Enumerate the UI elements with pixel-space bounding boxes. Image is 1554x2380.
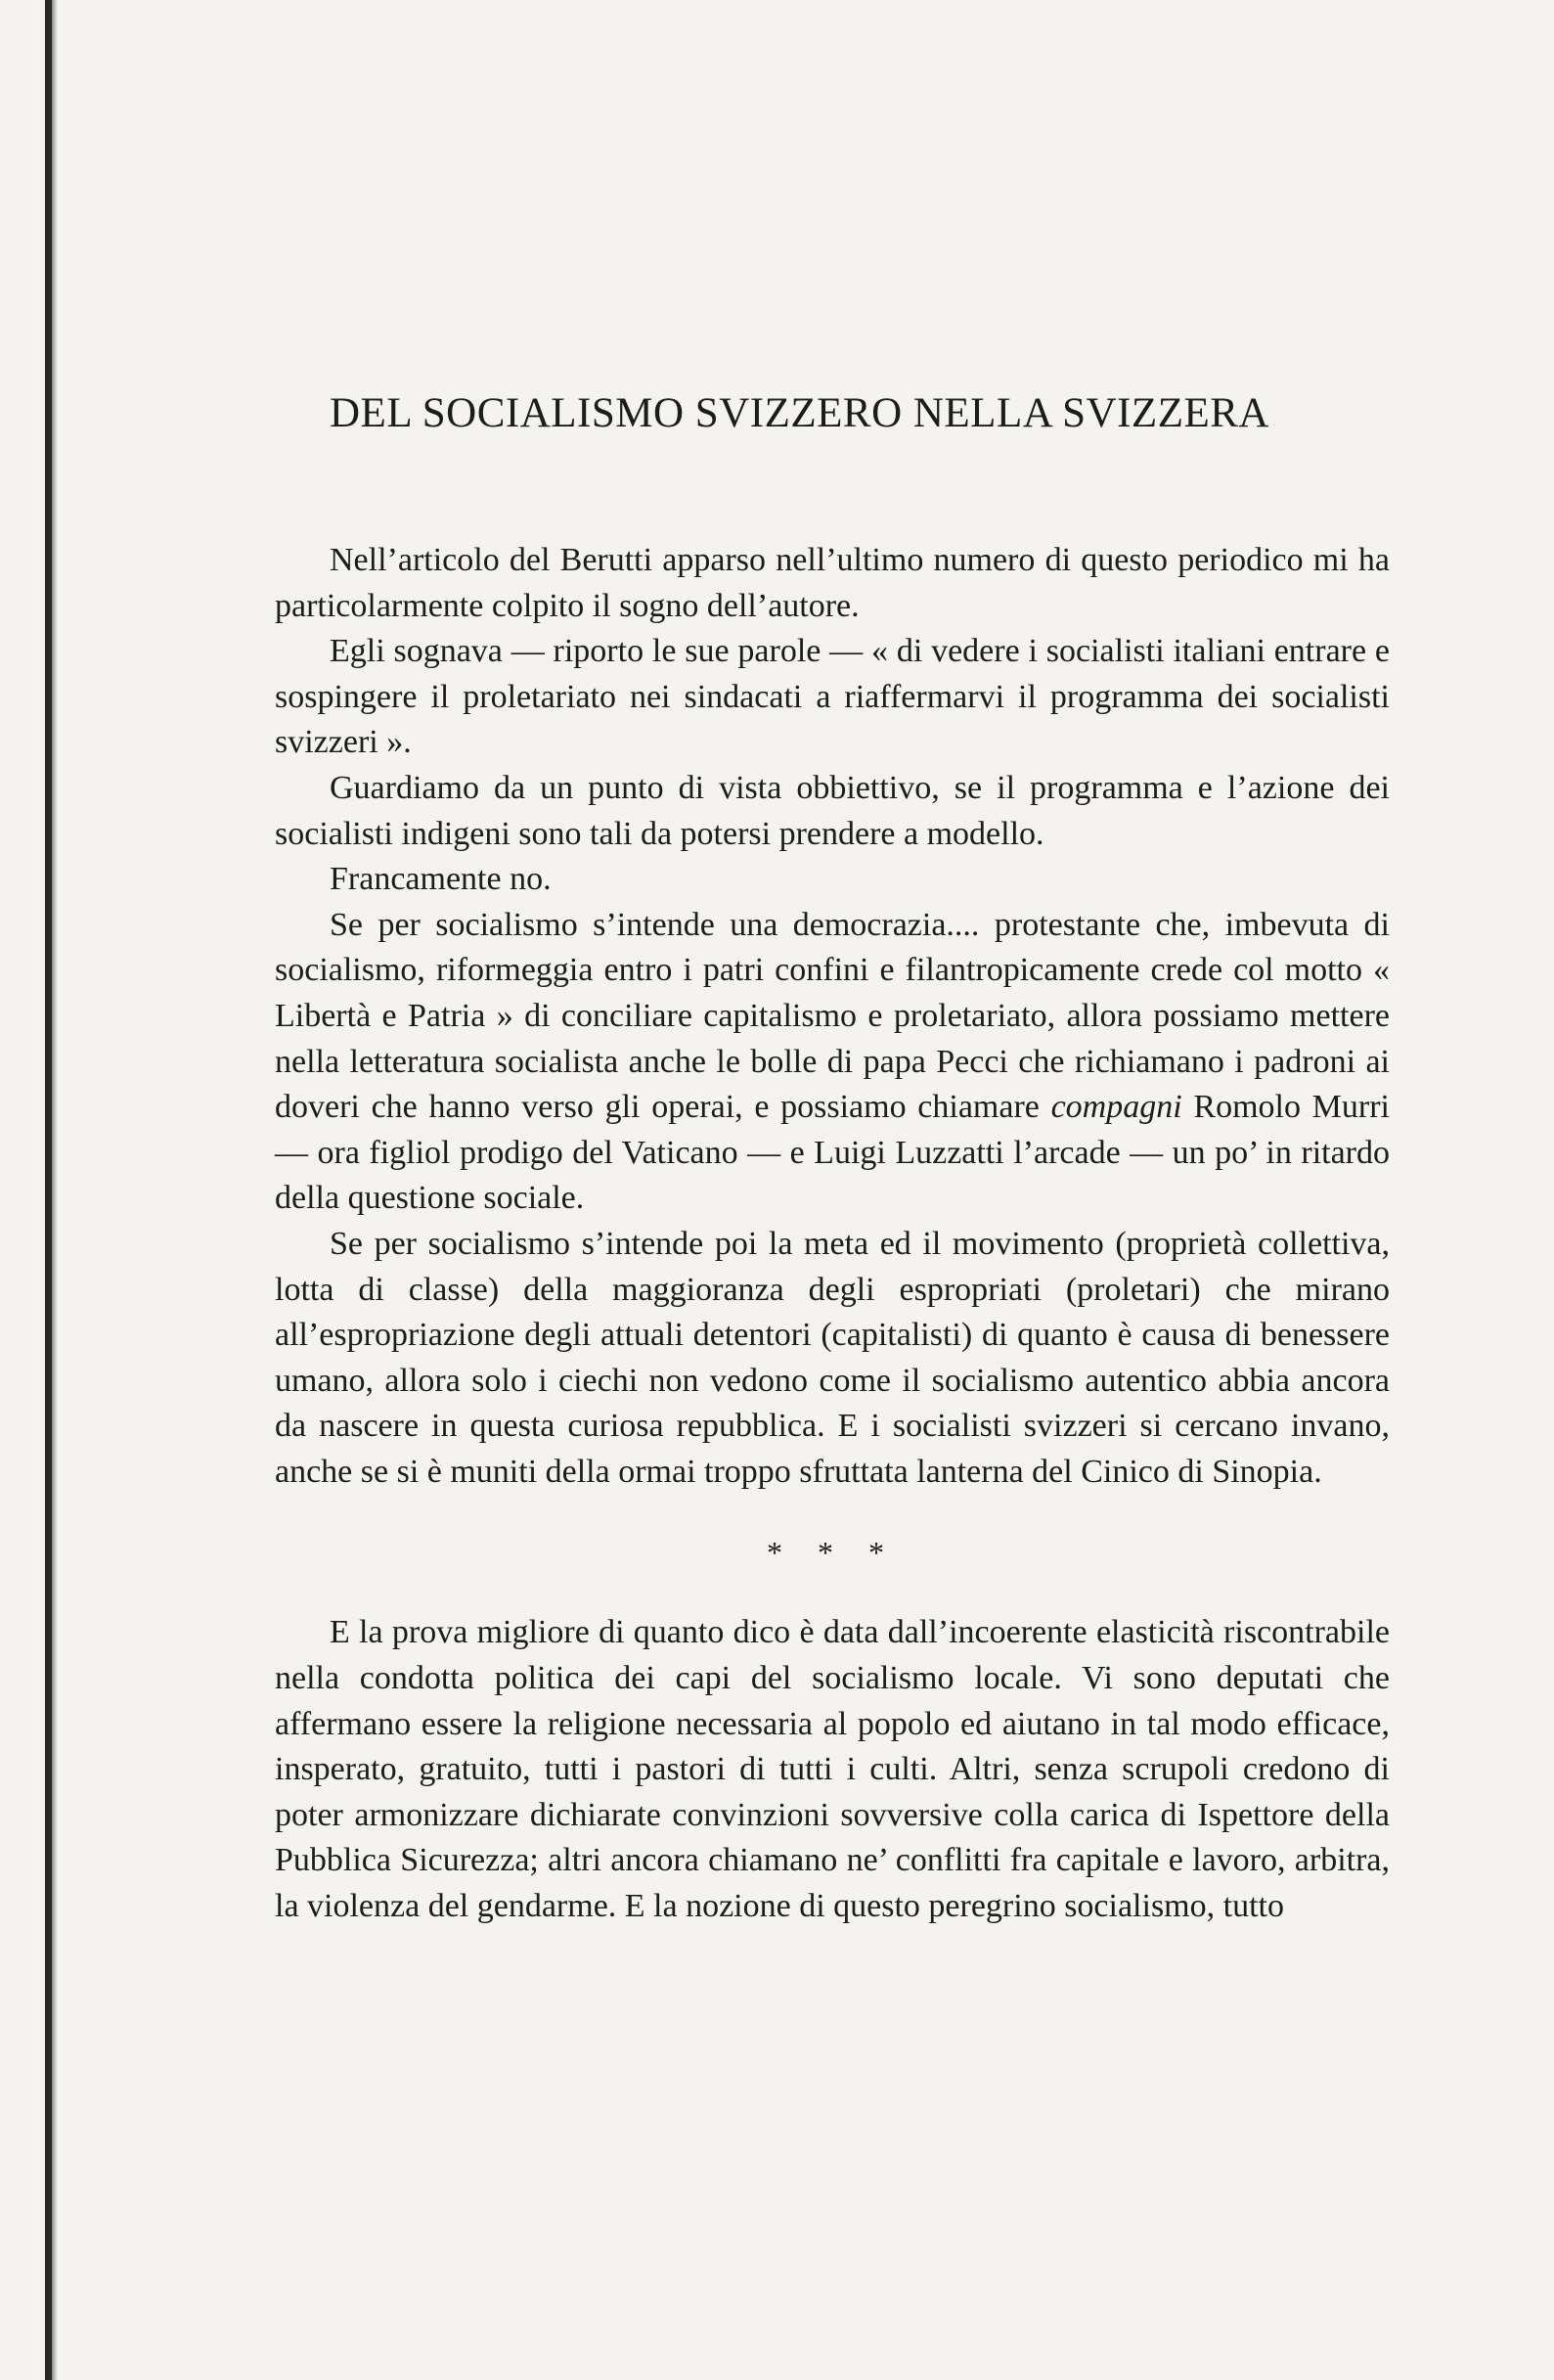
article-body [275, 538, 1390, 1930]
paragraph-5-text-end: Romolo Murri — ora figliol prodigo del Vaticano — e Luigi Luzzatti l’arcade — un po’ in ritardo della questione sociale. [275, 1089, 1390, 1217]
section-separator: * * * [767, 1535, 898, 1571]
paragraph-7: E la prova migliore di quanto dico è data dall’incoerente elasticità riscontrabile nella condotta politica dei capi del socialismo locale. Vi sono deputati che affermano essere la religione necessaria al popolo ed aiutano in tal modo efficace, insperato, gratuito, tutti i pastori di tutti i culti. Altri, senza scrupoli credono di poter armonizzare dichiarate convinzioni sovversive colla carica di Ispettore della Pubblica Sicurezza; altri ancora chiamano ne’ conflitti fra capitale e lavoro, arbitra, la violenza del gendarme. E la nozione di questo peregrino socialismo, tutto [275, 1614, 1390, 1925]
paragraph-4: Francamente no. [330, 861, 552, 898]
paragraph-6: Se per socialismo s’intende poi la meta ed il movimento (proprietà collettiva, lotta di classe) della maggioranza degli espropriati (proletari) che mirano all’espropriazione degli attuali detentori (capitalisti) di quanto è causa di benessere umano, allora solo i ciechi non vedono come il socialismo autentico abbia ancora da nascere in questa curiosa repubblica. E i socialisti svizzeri si cercano invano, anche se si è muniti della ormai troppo sfruttata lanterna del Cinico di Sinopia. [275, 1225, 1390, 1490]
page-binding-shadow [52, 0, 58, 2380]
article-title: DEL SOCIALISMO SVIZZERO NELLA SVIZZERA [330, 390, 1269, 436]
paragraph-2: Egli sognava — riporto le sue parole — « di vedere i socialisti italiani entrare e sospingere il proletariato nei sindacati a riaffermarvi il programma dei socialisti svizzeri ». [275, 633, 1390, 761]
paragraph-5 [275, 903, 1390, 1222]
paragraph-3: Guardiamo da un punto di vista obbiettivo, se il programma e l’azione dei socialisti indigeni sono tali da potersi prendere a modello. [275, 769, 1390, 852]
page-binding-edge [45, 0, 52, 2380]
paragraph-1: Nell’articolo del Berutti apparso nell’ultimo numero di questo periodico mi ha particolarmente colpito il sogno dell’autore. [275, 542, 1390, 624]
paragraph-5-italic-word: compagni [1050, 1089, 1182, 1126]
paragraph-5-text-start: Se per socialismo s’intende una democrazia.... protestante che, imbevuta di socialismo, riformeggia entro i patri confini e filantropicamente crede col motto « Libertà e Patria » di conciliare capitalismo e proletariato, allora possiamo mettere nella letteratura socialista anche le bolle di papa Pecci che richiamano i padroni ai doveri che hanno verso gli operai, e possiamo chiamare [275, 906, 1390, 1126]
